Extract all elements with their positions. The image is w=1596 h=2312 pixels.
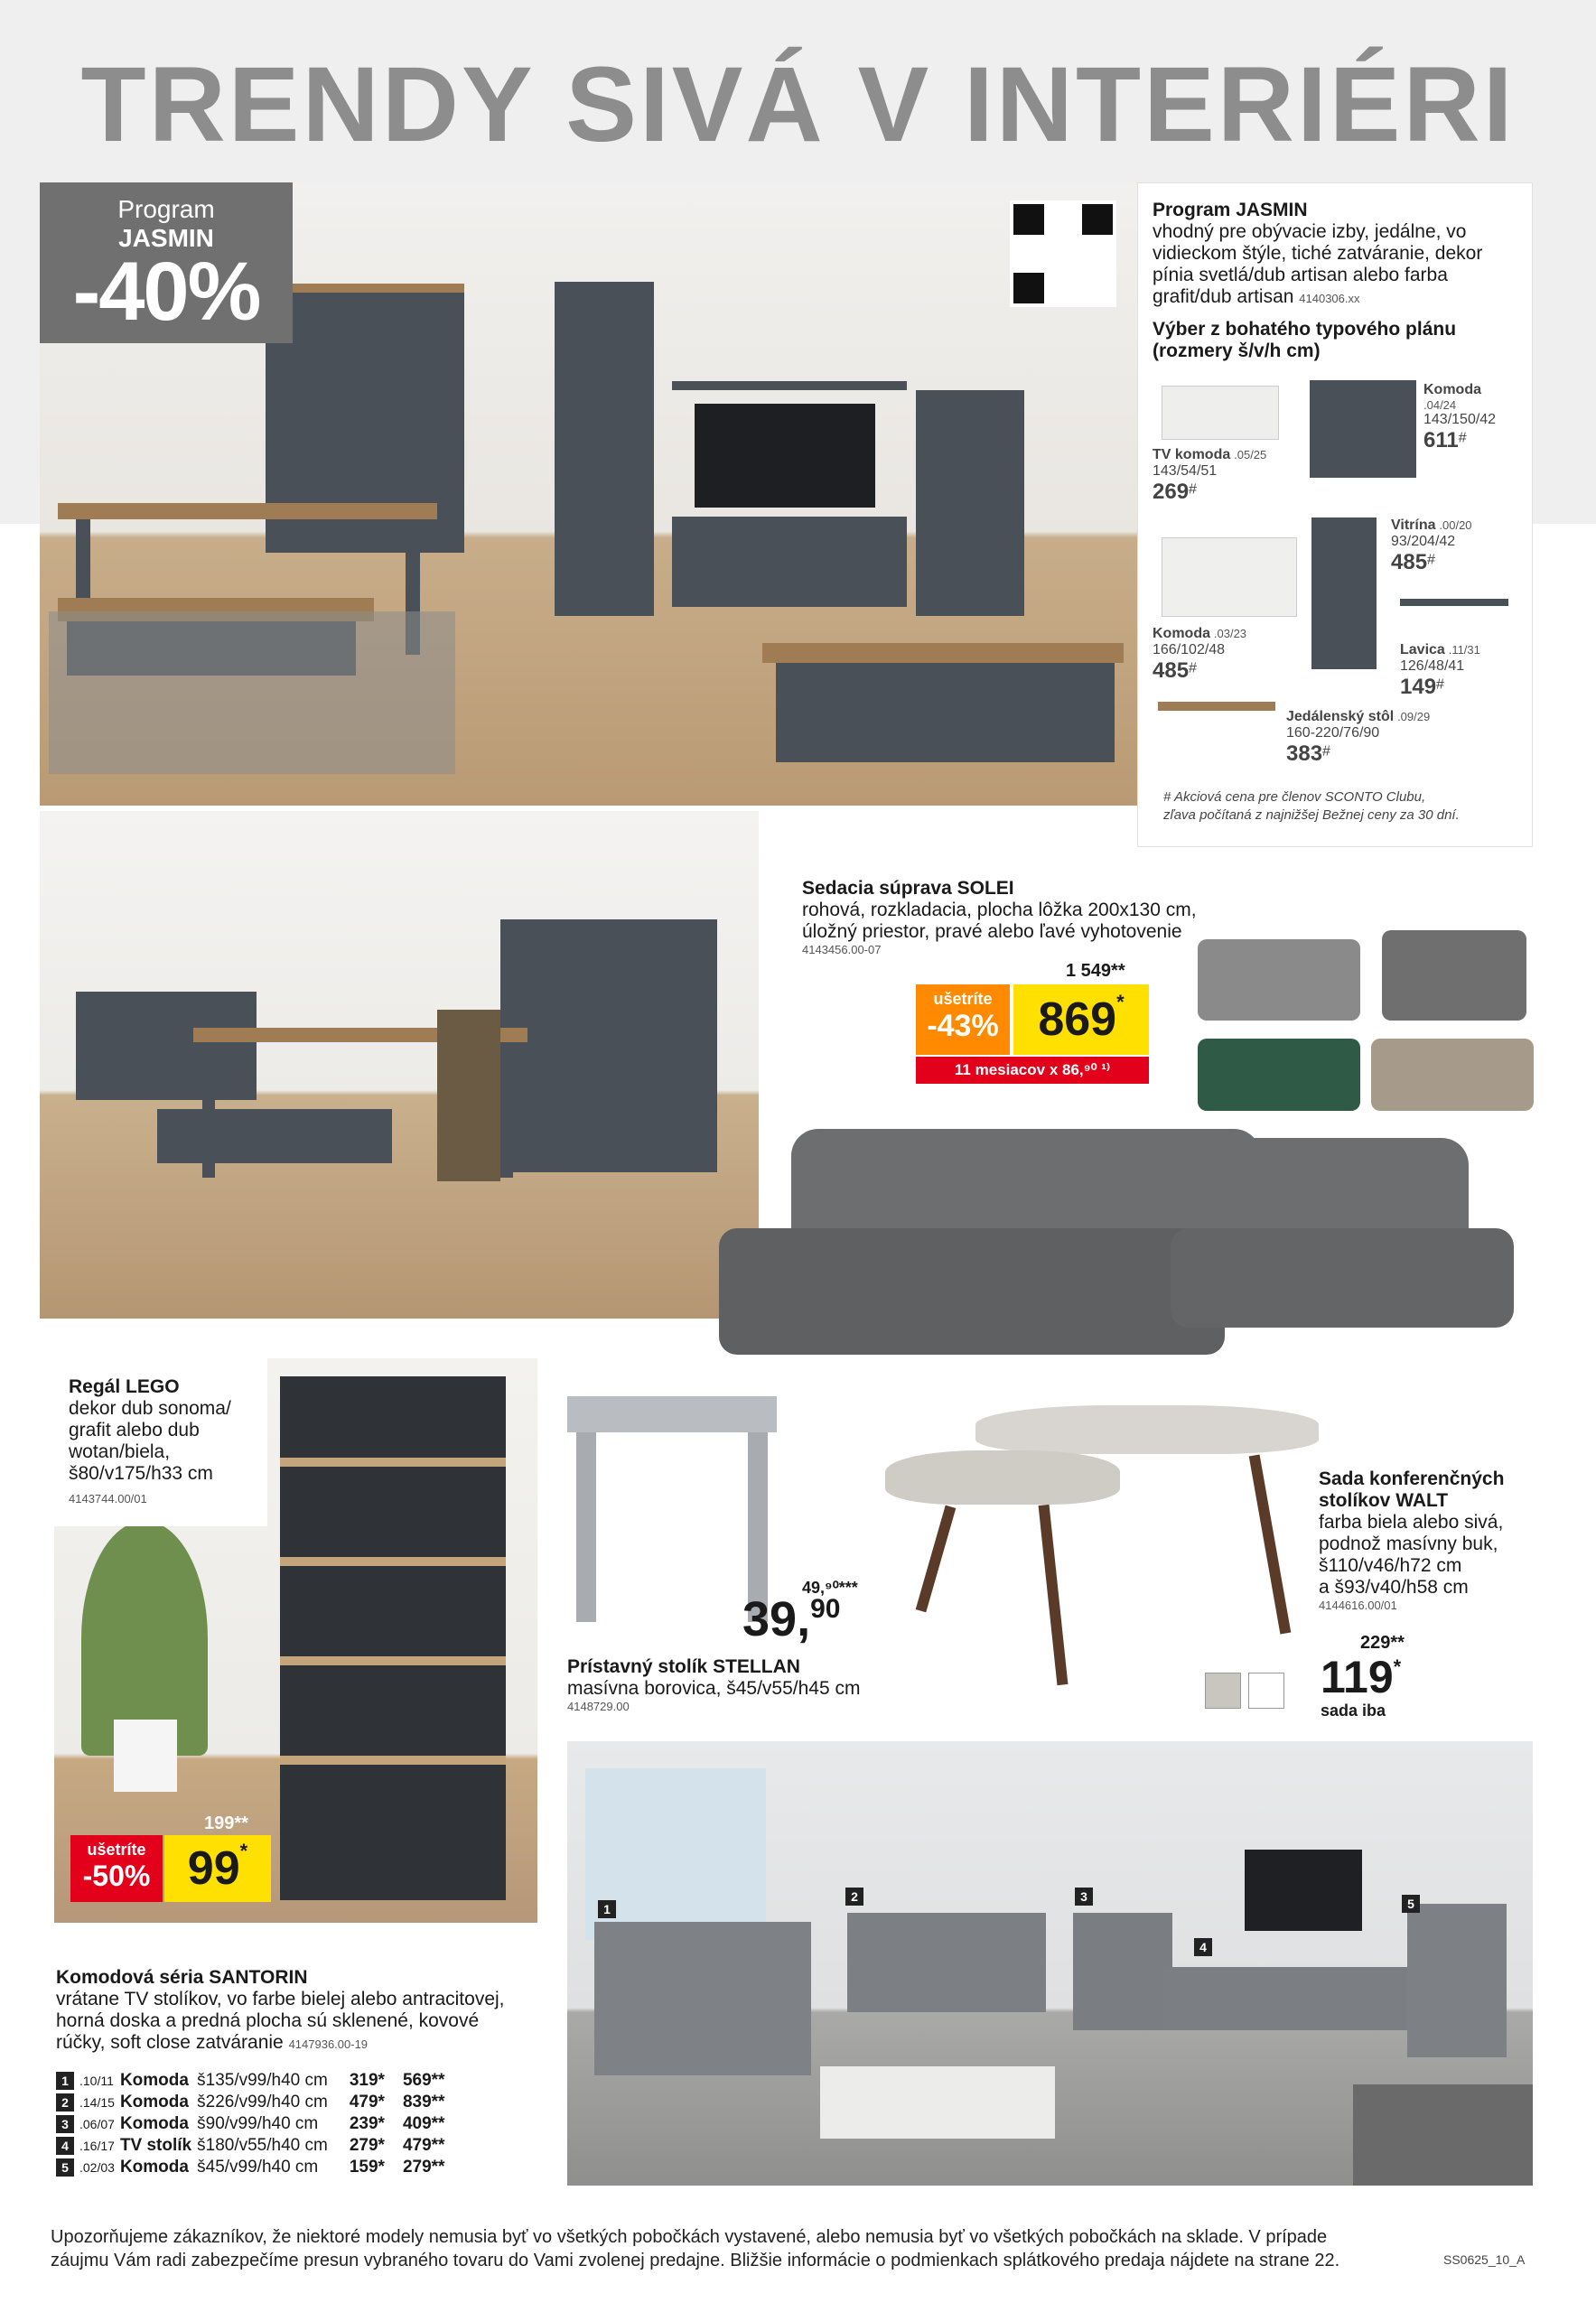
row-price: 279* (349, 2136, 385, 2155)
walt-top-small (885, 1450, 1120, 1505)
walt-text (1319, 1468, 1554, 1612)
qr-code-icon[interactable] (1010, 200, 1116, 307)
solei-thumb-grey-2 (1382, 930, 1526, 1021)
item-mark: # (1189, 481, 1197, 498)
jasmin-heading: Program JASMIN (1153, 200, 1308, 220)
stellan-line1: masívna borovica, š45/v55/h45 cm (567, 1678, 861, 1699)
lego-heading: Regál LEGO (69, 1376, 180, 1397)
save-percent: -50% (82, 1860, 151, 1892)
footer-line2: záujmu Vám radi zabezpečíme presun vybraného tovaru do Vami zvolenej predajne. Bližšie informácie o podmienkach splátkového predaja nájdete na strane 22. (51, 2251, 1340, 2270)
footer-line1: Upozorňujeme zákazníkov, že niektoré modely nemusia byť vo všetkých pobočkách vystavené, alebo nemusia byť vo všetkých pobočkách na sklade. V prípade (51, 2227, 1328, 2247)
row-name: Komoda (119, 2158, 189, 2177)
solei-price-mark: * (1116, 991, 1125, 1013)
item-code: .03/23 (1213, 627, 1247, 640)
walt-top-large (975, 1405, 1319, 1454)
item-price: 611 (1423, 428, 1459, 452)
item-mark: # (1189, 660, 1197, 676)
item-dims: 143/150/42 (1423, 412, 1497, 427)
lego-old-price: 199** (204, 1813, 248, 1833)
row-dims: š180/v55/h40 cm (197, 2136, 328, 2155)
santorin-photo-label-5: 5 (1402, 1895, 1420, 1913)
stol-thumb (1158, 702, 1275, 711)
walt-line1: farba biela alebo sivá, (1319, 1512, 1504, 1533)
stellan-top (567, 1396, 777, 1432)
stellan-leg (576, 1432, 596, 1622)
footnote-line1: # Akciová cena pre členov SCONTO Clubu, (1163, 789, 1426, 805)
item-name: Vitrína (1391, 517, 1436, 533)
item-mark: # (1427, 552, 1435, 568)
solei-save-badge (916, 984, 1010, 1055)
lego-line2: grafit alebo dub (69, 1420, 200, 1440)
table-row (56, 2070, 450, 2092)
walt-old-price: 229** (1360, 1633, 1405, 1653)
solei-price-box (1013, 984, 1149, 1055)
item-dims: 93/204/42 (1391, 534, 1456, 549)
lego-price: 99 (187, 1842, 240, 1895)
lego-price-mark: * (239, 1840, 248, 1862)
lego-line4: š80/v175/h33 cm (69, 1463, 213, 1484)
footer-code: SS0625_10_A (1443, 2252, 1526, 2267)
santorin-line2: horná doska a predná plocha sú sklenené, kovové (56, 2010, 480, 2031)
shelf-back (280, 1376, 506, 1900)
vitrina-thumb (1311, 517, 1377, 669)
coffee-table-shape (820, 2066, 1055, 2139)
lego-desc (69, 1398, 267, 1485)
item-code: .05/25 (1234, 448, 1267, 461)
row-code: .02/03 (79, 2160, 115, 2175)
row-name: Komoda (119, 2114, 189, 2133)
solei-code: 4143456.00-07 (802, 943, 882, 956)
shelf-board (280, 1458, 506, 1467)
sofa-shape (1353, 2084, 1533, 2186)
walt-line2: podnož masívny buk, (1319, 1534, 1498, 1554)
item-name: Komoda (1423, 382, 1481, 397)
santorin-tv-stolik (1163, 1967, 1407, 2030)
walt-line4: a š93/v40/h58 cm (1319, 1577, 1469, 1598)
santorin-line1: vrátane TV stolíkov, vo farbe bielej alebo antracitovej, (56, 1989, 505, 2009)
lego-save-badge (70, 1835, 163, 1902)
lavica-thumb (1400, 599, 1508, 606)
item-name: Lavica (1400, 642, 1445, 657)
sideboard-shape (76, 992, 257, 1100)
item-stol (1286, 709, 1530, 767)
item-dims: 143/54/51 (1153, 463, 1218, 479)
table-leg (500, 1042, 513, 1178)
highboard-shape (500, 919, 717, 1172)
jasmin-discount-badge (40, 182, 293, 343)
dining-photo (40, 811, 759, 1319)
santorin-komoda-2 (847, 1913, 1046, 2012)
table-row (56, 2113, 450, 2135)
jasmin-info-box (1137, 182, 1533, 847)
walt-price: 119 (1321, 1652, 1394, 1702)
pot-shape (114, 1720, 177, 1792)
solei-heading: Sedacia súprava SOLEI (802, 878, 1014, 899)
rug-shape (49, 611, 455, 774)
row-dims: š90/v99/h40 cm (197, 2114, 319, 2133)
santorin-code: 4147936.00-19 (288, 2037, 369, 2051)
solei-thumb-beige (1371, 1039, 1534, 1111)
solei-old-price: 1 549** (1066, 961, 1125, 981)
walt-image (885, 1405, 1337, 1703)
row-number: 2 (56, 2093, 74, 2112)
solei-line2: úložný priestor, pravé alebo ľavé vyhotovenie (802, 921, 1182, 942)
walt-heading1: Sada konferenčných (1319, 1468, 1505, 1489)
santorin-photo-label-2: 2 (845, 1888, 863, 1906)
row-name: TV stolík (119, 2136, 192, 2155)
row-old-price: 569** (402, 2071, 445, 2090)
cabinet-top (266, 284, 464, 293)
table-row (56, 2157, 450, 2178)
walt-heading2: stolíkov WALT (1319, 1490, 1449, 1511)
row-old-price: 839** (402, 2093, 445, 2112)
row-price: 159* (349, 2158, 385, 2177)
stellan-price-main: 39, (742, 1592, 811, 1646)
walt-leg (916, 1506, 957, 1613)
item-price: 149 (1400, 675, 1437, 699)
item-name: Komoda (1153, 626, 1210, 641)
santorin-text (56, 1967, 562, 2056)
item-name: Jedálenský stôl (1286, 709, 1395, 724)
row-dims: š135/v99/h40 cm (197, 2071, 328, 2090)
stellan-image (567, 1396, 777, 1622)
item-vitrina (1391, 517, 1526, 575)
table-row (56, 2092, 450, 2113)
walt-swatch-grey[interactable] (1205, 1673, 1241, 1709)
jasmin-description (1153, 221, 1523, 310)
row-number: 4 (56, 2137, 74, 2155)
item-price: 383 (1286, 741, 1323, 766)
item-code: .09/29 (1397, 710, 1431, 723)
save-percent: -43% (927, 1009, 999, 1043)
solei-thumb-grey-1 (1198, 939, 1360, 1021)
lego-line3: wotan/biela, (69, 1441, 171, 1462)
shelf-board (280, 1756, 506, 1765)
item-dims: 126/48/41 (1400, 658, 1465, 674)
shelf-shape (672, 381, 907, 390)
item-code: .04/24 (1423, 398, 1457, 412)
lego-code: 4143744.00/01 (69, 1492, 147, 1506)
item-price: 485 (1153, 658, 1190, 683)
santorin-line3: rúčky, soft close zatváranie (56, 2032, 284, 2053)
row-old-price: 409** (402, 2114, 445, 2133)
vitrine-shape (555, 282, 654, 616)
walt-price-wrap (1321, 1651, 1401, 1703)
row-dims: š45/v99/h40 cm (197, 2158, 319, 2177)
row-name: Komoda (119, 2071, 189, 2090)
santorin-komoda-5 (1407, 1904, 1507, 2057)
walt-line3: š110/v46/h72 cm (1319, 1555, 1462, 1576)
row-old-price: 279** (402, 2158, 445, 2177)
save-label: ušetríte (933, 990, 993, 1008)
lego-line1: dekor dub sonoma/ (69, 1398, 231, 1419)
stellan-old-price: 49,⁹⁰*** (802, 1579, 858, 1597)
solei-sofa-image (719, 1111, 1514, 1364)
stellan-heading: Prístavný stolík STELLAN (567, 1656, 800, 1677)
chair-shape (437, 1010, 500, 1181)
komoda-white-thumb (1162, 537, 1297, 617)
santorin-photo-label-4: 4 (1194, 1938, 1212, 1956)
tv-cabinet-shape (672, 517, 907, 607)
item-dims: 166/102/48 (1153, 642, 1226, 657)
item-mark: # (1322, 743, 1330, 760)
santorin-photo-label-1: 1 (598, 1900, 616, 1918)
jasmin-code: 4140306.xx (1299, 292, 1360, 305)
item-dims: 160-220/76/90 (1286, 725, 1380, 741)
santorin-komoda-3 (1073, 1913, 1172, 2030)
row-name: Komoda (119, 2093, 189, 2112)
badge-line2: JASMIN (118, 224, 214, 252)
row-number: 1 (56, 2072, 74, 2090)
row-price: 479* (349, 2093, 385, 2112)
row-old-price: 479** (402, 2136, 445, 2155)
row-code: .06/07 (79, 2117, 115, 2131)
save-label: ušetríte (87, 1841, 146, 1859)
badge-line1: Program (117, 195, 215, 223)
jasmin-plan-heading: Výber z bohatého typového plánu (rozmery š/v/h cm) (1153, 319, 1457, 361)
walt-leg (1039, 1505, 1069, 1685)
row-price: 239* (349, 2114, 385, 2133)
solei-price: 869 (1038, 993, 1117, 1046)
row-code: .14/15 (79, 2095, 115, 2110)
lego-price-box (164, 1835, 271, 1902)
walt-note: sada iba (1321, 1701, 1386, 1720)
table-top (58, 503, 437, 519)
item-code: .11/31 (1448, 643, 1480, 657)
shelf-board (280, 1656, 506, 1665)
lego-text-box (54, 1358, 267, 1526)
row-number: 5 (56, 2158, 74, 2177)
komoda-thumb (1310, 380, 1416, 478)
walt-price-mark: * (1393, 1655, 1402, 1678)
badge-discount: -40% (72, 246, 260, 338)
item-name: TV komoda (1153, 447, 1231, 462)
tv-komoda-thumb (1162, 386, 1279, 440)
row-number: 3 (56, 2115, 74, 2133)
row-code: .10/11 (79, 2074, 114, 2088)
row-price: 319* (349, 2071, 385, 2090)
bench-shape (157, 1109, 392, 1163)
item-mark: # (1436, 676, 1444, 693)
stellan-price (742, 1591, 840, 1647)
santorin-heading: Komodová séria SANTORIN (56, 1967, 308, 1988)
row-code: .16/17 (79, 2139, 115, 2153)
item-mark: # (1458, 430, 1467, 446)
santorin-price-table (56, 2070, 450, 2178)
jasmin-description-text: vhodný pre obývacie izby, jedálne, vo vidieckom štýle, tiché zatváranie, dekor pínia svetlá/dub artisan alebo farba grafit/dub artisan (1153, 221, 1483, 307)
sofa-seat (719, 1228, 1225, 1355)
tv-shape (695, 404, 875, 508)
shelf-board (280, 1557, 506, 1566)
santorin-photo (567, 1741, 1533, 2186)
row-dims: š226/v99/h40 cm (197, 2093, 328, 2112)
page-title: TRENDY SIVÁ V INTERIÉRI (80, 45, 1516, 164)
footnote-line2: zľava počítaná z najnižšej Bežnej ceny za 30 dní. (1163, 807, 1460, 823)
solei-line1: rohová, rozkladacia, plocha lôžka 200x130 cm, (802, 900, 1197, 920)
table-row (56, 2135, 450, 2157)
jasmin-footnote (1163, 788, 1525, 825)
walt-code: 4144616.00/01 (1319, 1599, 1397, 1612)
item-tv-komoda (1153, 447, 1306, 505)
item-komoda-1 (1423, 382, 1532, 453)
stellan-price-cents: 90 (810, 1594, 841, 1624)
coffee-table-base (776, 663, 1115, 762)
walt-swatch-white[interactable] (1248, 1673, 1284, 1709)
santorin-komoda-1 (594, 1922, 811, 2075)
cabinet-shape-2 (916, 390, 1024, 616)
item-code: .00/20 (1439, 518, 1472, 532)
coffee-table-top (762, 643, 1124, 663)
santorin-tv (1245, 1850, 1362, 1931)
stellan-code: 4148729.00 (567, 1700, 630, 1713)
item-price: 485 (1391, 550, 1428, 574)
solei-installment: 11 mesiacov x 86,⁹⁰ ¹⁾ (916, 1057, 1149, 1084)
item-price: 269 (1153, 480, 1190, 504)
santorin-photo-label-3: 3 (1075, 1888, 1093, 1906)
solei-thumb-green (1198, 1039, 1360, 1111)
walt-leg (1249, 1454, 1292, 1634)
sofa-chaise (1171, 1228, 1514, 1328)
footer-disclaimer (51, 2225, 1451, 2272)
item-lavica (1400, 642, 1532, 700)
item-komoda-2 (1153, 626, 1306, 684)
